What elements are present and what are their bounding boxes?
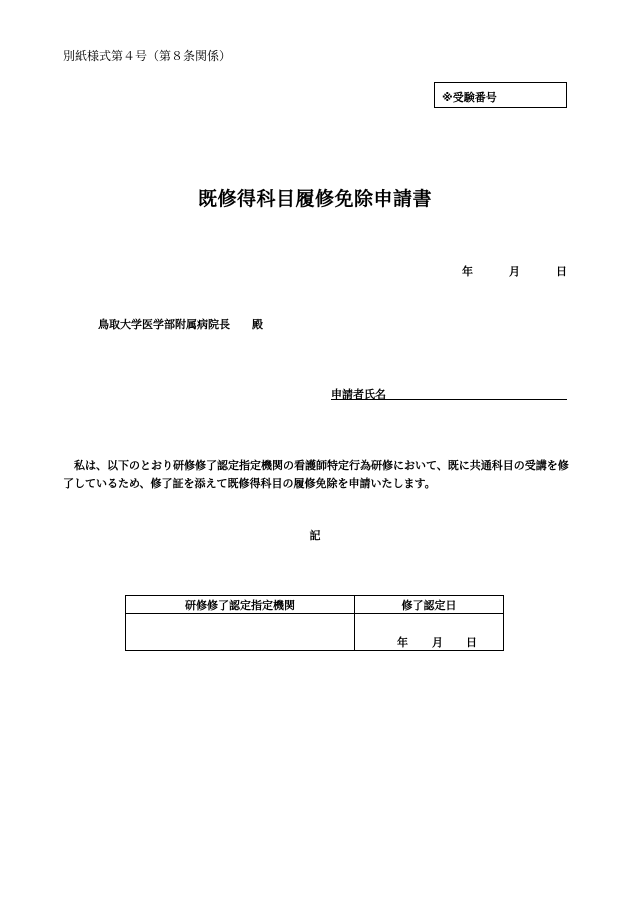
completion-day-label: 日 xyxy=(466,636,477,649)
completion-table xyxy=(125,595,504,651)
applicant-name-label: 申請者氏名 xyxy=(331,388,386,401)
completion-year-label: 年 xyxy=(397,636,408,649)
date-month-label: 月 xyxy=(509,265,520,278)
date-day-label: 日 xyxy=(556,265,567,278)
ki-heading: 記 xyxy=(309,529,321,542)
completion-month-label: 月 xyxy=(432,636,443,649)
institution-cell[interactable] xyxy=(126,614,355,651)
table-header-institution: 研修修了認定指定機関 xyxy=(126,596,355,614)
body-paragraph: 私は、以下のとおり研修修了認定指定機関の看護師特定行為研修において、既に共通科目の受講を修了しているため、修了証を添えて既修得科目の履修免除を申請いたします。 xyxy=(63,459,569,490)
table-row xyxy=(126,614,504,651)
page-title: 既修得科目履修免除申請書 xyxy=(197,188,432,210)
addressee-name: 鳥取大学医学部附属病院長 xyxy=(98,318,230,331)
form-number: 別紙様式第４号（第８条関係） xyxy=(63,49,232,63)
exam-number-label: ※受験番号 xyxy=(442,91,497,104)
date-year-label: 年 xyxy=(462,265,473,278)
completion-date-cell[interactable] xyxy=(355,614,504,651)
addressee xyxy=(98,316,263,332)
applicant-name-field[interactable] xyxy=(331,386,567,400)
exam-number-box xyxy=(434,82,567,108)
table-header-date: 修了認定日 xyxy=(355,596,504,614)
addressee-honorific: 殿 xyxy=(252,318,263,331)
table-header-row xyxy=(126,596,504,614)
